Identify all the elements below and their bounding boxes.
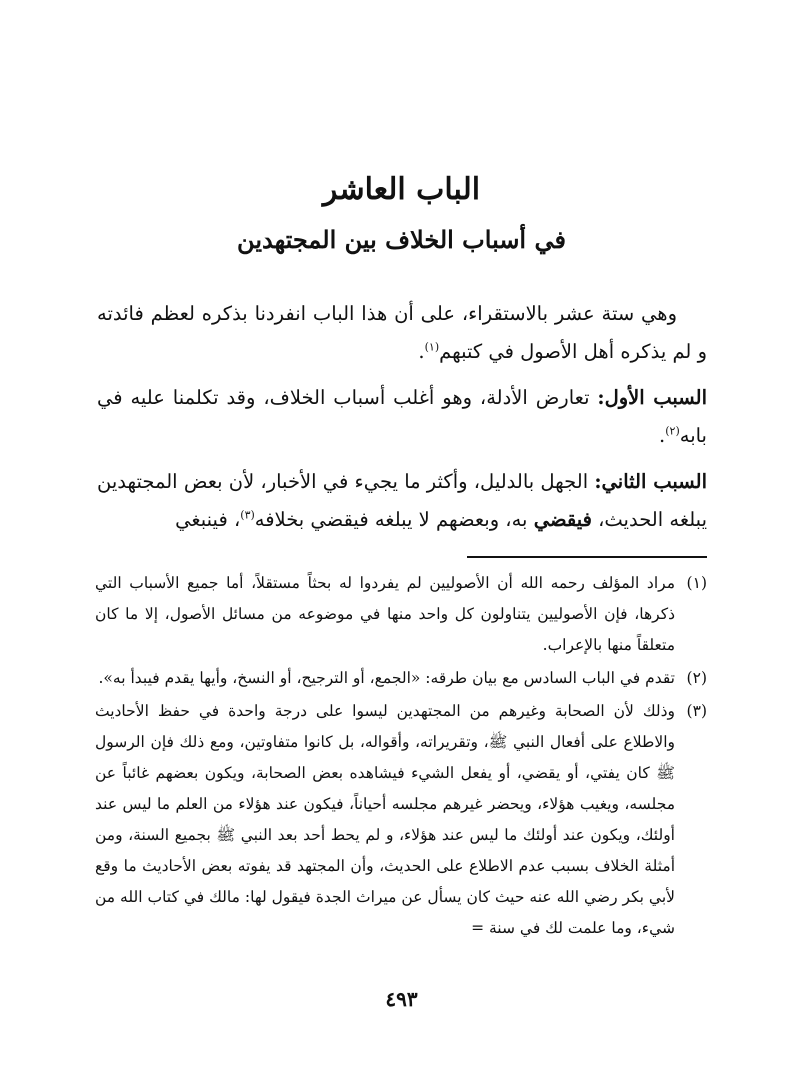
cause-text-2b: به، وبعضهم لا يبلغه فيقضي بخلافه	[254, 508, 534, 531]
footnote-text-3: وذلك لأن الصحابة وغيرهم من المجتهدين ليسوا على درجة واحدة في حفظ الأحاديث والاطلاع على أفعال النبي ﷺ، وتقريراته، وأقواله، بل كانوا متفاوتين، ومع ذلك فإن الرسول ﷺ كان يفتي، أو يقضي، أو يفعل الشيء فيشاهده بعض الصحابة، ويكون بعضهم غائباً عن مجلسه، ويغيب هؤلاء، ويحضر غيرهم مجلسه أحياناً، فيكون عند هؤلاء من العلم ما ليس عند أولئك، ويكون عند أولئك ما ليس عند هؤلاء، و لم يحط أحد بعد النبي ﷺ بجميع السنة، ومن أمثلة الخلاف بسبب عدم الاطلاع على الحديث، وأن المجتهد قد يفوته بعض الأحاديث ما وقع لأبي بكر رضي الله عنه حيث كان يسأل عن ميراث الجدة فيقول لها: مالك في كتاب الله من شيء، وما علمت لك في سنة =	[95, 702, 675, 937]
cause-bold-word: فيقضي	[533, 508, 592, 531]
footnote-number-3: (٣)	[686, 702, 707, 720]
cause-end-1: .	[659, 424, 666, 447]
footnote-1	[95, 568, 707, 661]
footnote-separator	[467, 556, 707, 558]
footnote-ref-1: (١)	[424, 340, 440, 354]
page-number: ٤٩٣	[385, 987, 418, 1011]
footnotes	[95, 568, 707, 946]
cause-text-2a: الجهل بالدليل، وأكثر ما يجيء في الأخبار، لأن بعض المجتهدين يبلغه الحديث،	[97, 470, 707, 531]
cause-paragraph-1	[97, 379, 707, 455]
intro-end: .	[418, 340, 425, 363]
cause-end-2: ، فينبغي	[175, 508, 241, 531]
footnote-number-2: (٢)	[686, 669, 707, 687]
chapter-title: الباب العاشر	[322, 172, 481, 207]
intro-text: وهي ستة عشر بالاستقراء، على أن هذا الباب انفردنا بذكره لعظم فائدته و لم يذكره أهل الأصول في كتبهم	[97, 302, 707, 363]
footnote-text-1: مراد المؤلف رحمه الله أن الأصوليين لم يفردوا له بحثاً مستقلاً، أما جميع الأسباب التي ذكرها، فإن الأصوليين يتناولون كل واحد منها في موضوعه من مسائل الأصول، إلا ما كان متعلقاً منها بالإعراب.	[95, 574, 675, 654]
footnote-3	[95, 696, 707, 944]
cause-label-1: السبب الأول:	[597, 386, 707, 409]
footnote-text-2: تقدم في الباب السادس مع بيان طرقه: «الجمع، أو الترجيح، أو النسخ، وأيها يقدم فيبدأ به».	[98, 669, 675, 687]
intro-paragraph	[97, 295, 707, 371]
cause-paragraph-2	[97, 463, 707, 539]
footnote-number-1: (١)	[686, 574, 707, 592]
chapter-subtitle: في أسباب الخلاف بين المجتهدين	[237, 225, 566, 254]
footnote-ref-2: (٢)	[665, 424, 680, 438]
footnote-2	[95, 663, 707, 694]
main-text	[97, 295, 707, 547]
footnote-ref-3: (٣)	[240, 508, 255, 522]
cause-text-1: تعارض الأدلة، وهو أغلب أسباب الخلاف، وقد تكلمنا عليه في بابه	[97, 386, 707, 447]
cause-label-2: السبب الثاني:	[594, 470, 707, 493]
